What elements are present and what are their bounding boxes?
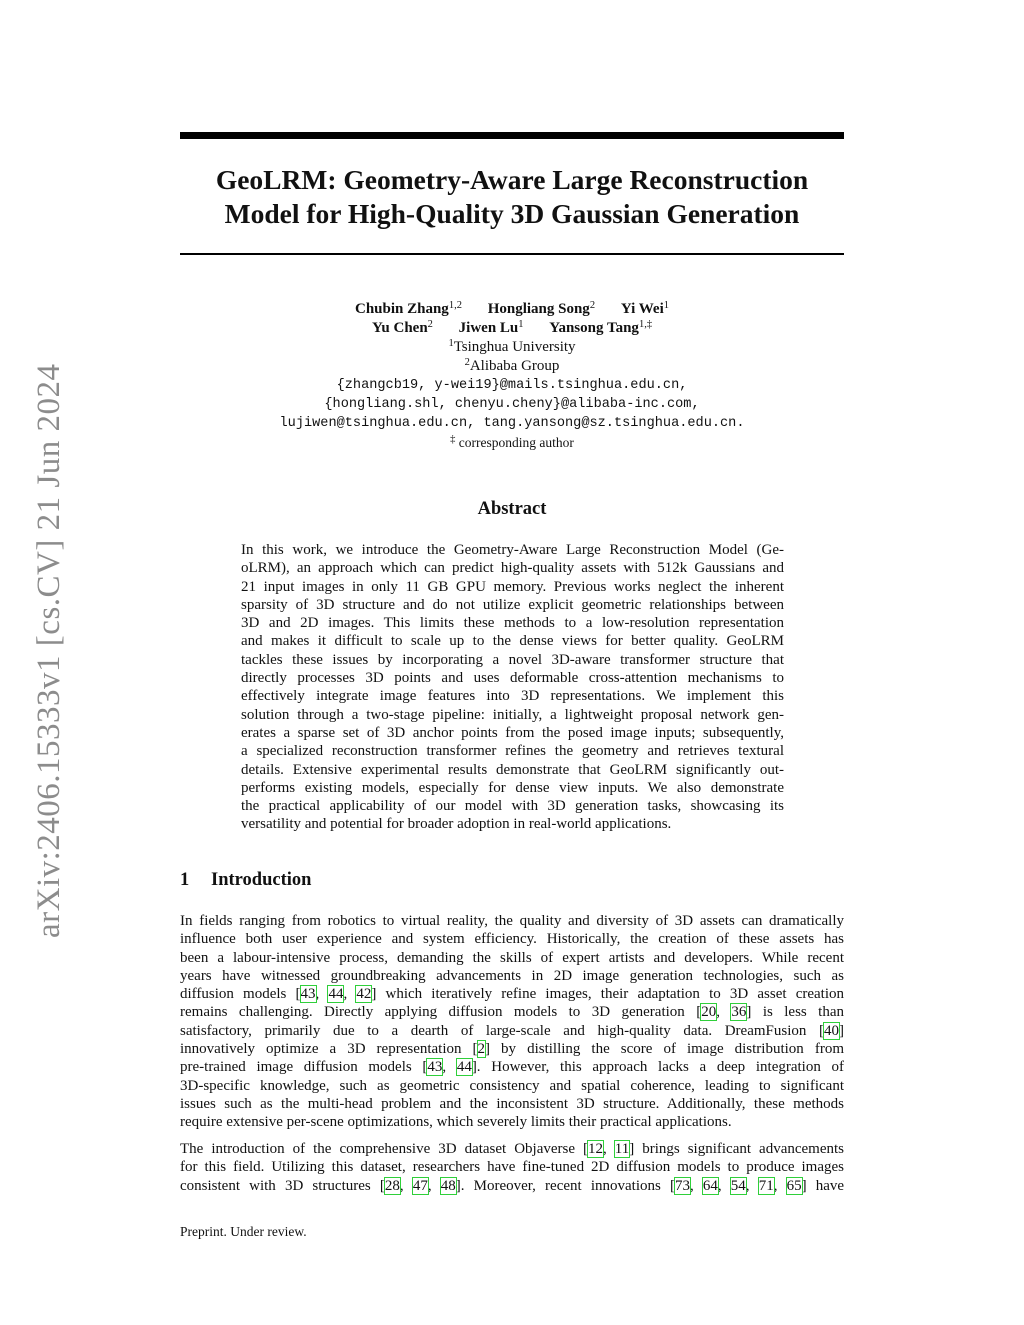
author-sup: 1 — [518, 319, 524, 330]
paper-title — [180, 163, 844, 231]
paragraph-line: issues such as the multi-head problem and the inconsistent 3D structure. Additionally, these methods — [180, 1095, 844, 1112]
title-rule-bottom — [180, 253, 844, 255]
footer-note: Preprint. Under review. — [180, 1224, 307, 1239]
author-sup: 1 — [663, 300, 669, 311]
abstract-heading: Abstract — [477, 499, 547, 519]
citation-link[interactable]: 64 — [702, 1177, 718, 1194]
citation-link[interactable]: 48 — [440, 1177, 456, 1194]
author-sup: 1,2 — [448, 300, 462, 311]
affiliation — [180, 357, 844, 376]
author-name: Yu Chen — [371, 320, 428, 336]
abstract-line: versatility and potential for broader adoption in real-world applications. — [241, 816, 672, 833]
paragraph-line: diffusion models [43, 44, 42] which iteratively refine images, their adaptation to 3D asset creation — [180, 986, 844, 1003]
citation-link[interactable]: 71 — [758, 1177, 774, 1194]
paragraph-line: for this field. Utilizing this dataset, researchers have fine-tuned 2D diffusion models to produce images — [180, 1159, 844, 1176]
paragraph-line: remains challenging. Directly applying diffusion models to 3D generation [20, 36] is less than — [180, 1004, 845, 1021]
citation-link[interactable]: 40 — [824, 1022, 839, 1039]
abstract-line: 3D and 2D images. This limits these methods to a low-resolution representation — [241, 615, 784, 632]
paragraph-line: pre-trained image diffusion models [43, 44]. However, this approach lacks a deep integration of — [180, 1059, 845, 1076]
author-row-1 — [180, 300, 844, 319]
abstract-line: and makes it difficult to scale up to the dense views for better quality. GeoLRM — [241, 633, 784, 650]
citation-link[interactable]: 73 — [674, 1177, 690, 1194]
citation-link[interactable]: 65 — [786, 1177, 802, 1194]
paragraph-line: require extensive per-scene optimizations, which severely limits their practical applications. — [180, 1114, 732, 1131]
citation-link[interactable]: 28 — [384, 1177, 400, 1194]
intro-paragraph-2 — [180, 1140, 844, 1195]
abstract-line: directly processes 3D points and uses deformable cross-attention mechanisms to — [241, 670, 784, 687]
title-line-2: Model for High-Quality 3D Gaussian Generation — [224, 198, 800, 229]
abstract-line: a specialized reconstruction transformer refines the geometry and retrieves textural — [241, 743, 784, 760]
email-line[interactable]: lujiwen@tsinghua.edu.cn, tang.yansong@sz.tsinghua.edu.cn. — [279, 416, 745, 431]
affiliation-sup: 1 — [448, 338, 454, 349]
paragraph-line: In fields ranging from robotics to virtual reality, the quality and diversity of 3D assets can dramatically — [180, 913, 844, 929]
citation-link[interactable]: 47 — [412, 1177, 428, 1194]
affiliation-sup: 2 — [464, 357, 470, 368]
author-name: Chubin Zhang — [355, 301, 449, 317]
title-line-1: GeoLRM: Geometry-Aware Large Reconstruction — [215, 164, 809, 195]
author-name: Jiwen Lu — [458, 320, 519, 336]
abstract-line: erates a sparse set of 3D anchor points from the posed image inputs; subsequently, — [241, 724, 784, 741]
abstract-line: sparsity of 3D structure and do not utilize explicit geometric relationships between — [241, 596, 784, 613]
title-rule-top — [180, 132, 844, 139]
author-name: Hongliang Song — [487, 301, 590, 317]
abstract-line: performs existing models, especially for dense view inputs. We also demonstrate — [241, 779, 784, 796]
corresponding-note — [180, 433, 844, 452]
affiliation-name: Alibaba Group — [469, 358, 560, 374]
abstract-body — [241, 541, 784, 834]
abstract-line: In this work, we introduce the Geometry-Aware Large Reconstruction Model (Ge- — [241, 542, 784, 558]
section-title: Introduction — [211, 870, 312, 890]
email-line[interactable]: {zhangcb19, y-wei19}@mails.tsinghua.edu.cn, — [336, 378, 688, 393]
citation-link[interactable]: 36 — [731, 1004, 747, 1021]
abstract-line: oLRM), an approach which can predict high-quality assets with 512k Gaussians and — [241, 560, 784, 577]
citation-link[interactable]: 2 — [477, 1041, 486, 1058]
citation-link[interactable]: 42 — [356, 986, 372, 1003]
paragraph-line: innovatively optimize a 3D representation [2] by distilling the score of image distribution from — [180, 1041, 844, 1058]
citation-link[interactable]: 11 — [614, 1141, 630, 1157]
author-block — [180, 300, 844, 452]
author-name: Yi Wei — [620, 301, 664, 317]
citation-link[interactable]: 44 — [456, 1059, 472, 1076]
abstract-line: solution through a two-stage pipeline: initially, a lightweight proposal network gen- — [241, 706, 784, 723]
paragraph-line: consistent with 3D structures [28, 47, 48]. Moreover, recent innovations [73, 64, 54, 71, 65] have — [180, 1177, 845, 1194]
paragraph-line: satisfactory, primarily due to a dearth of large-scale and high-quality data. DreamFusion [40] — [180, 1022, 844, 1039]
section-heading — [180, 870, 311, 891]
paragraph-line: been a labour-intensive process, demanding the skills of expert artists and developers. While recent — [180, 949, 844, 966]
author-sup: 1,‡ — [638, 319, 653, 330]
citation-link[interactable]: 12 — [588, 1141, 604, 1157]
citation-link[interactable]: 20 — [701, 1004, 717, 1021]
citation-link[interactable]: 43 — [300, 986, 316, 1003]
author-sup: 2 — [589, 300, 596, 311]
arxiv-stamp: arXiv:2406.15333v1 [cs.CV] 21 Jun 2024 — [31, 363, 67, 938]
citation-link[interactable]: 54 — [730, 1177, 746, 1194]
abstract-line: tackles these issues by incorporating a novel 3D-aware transformer structure that — [241, 651, 784, 668]
paragraph-line: influence both user experience and system efficiency. Historically, the creation of these assets has — [180, 931, 844, 948]
author-name: Yansong Tang — [549, 320, 639, 336]
intro-paragraph-1 — [180, 912, 844, 1132]
abstract-line: the practical applicability of our model with 3D generation tasks, showcasing its — [241, 798, 784, 815]
citation-link[interactable]: 43 — [427, 1059, 443, 1076]
abstract-line: effectively integrate image features into 3D representations. We implement this — [241, 688, 784, 705]
section-number: 1 — [180, 870, 190, 890]
author-sup: 2 — [427, 319, 433, 330]
paragraph-line: years have witnessed groundbreaking advancements in 2D image generation technologies, such as — [180, 967, 844, 984]
corresponding-sup: ‡ — [450, 434, 456, 445]
affiliation — [180, 338, 844, 357]
corresponding-text: corresponding author — [458, 435, 574, 450]
citation-link[interactable]: 44 — [328, 986, 344, 1003]
paragraph-line: The introduction of the comprehensive 3D dataset Objaverse [12, 11] brings significant advancements — [180, 1141, 845, 1157]
paragraph-line: 3D-specific knowledge, such as geometric consistency and spatial coherence, leading to significant — [180, 1077, 844, 1094]
abstract-line: details. Extensive experimental results demonstrate that GeoLRM significantly out- — [241, 761, 784, 778]
abstract-line: 21 input images in only 11 GB GPU memory. Previous works neglect the inherent — [241, 578, 784, 595]
author-row-2 — [180, 319, 844, 338]
email-line[interactable]: {hongliang.shl, chenyu.cheny}@alibaba-inc.com, — [324, 397, 700, 412]
affiliation-name: Tsinghua University — [453, 339, 576, 355]
